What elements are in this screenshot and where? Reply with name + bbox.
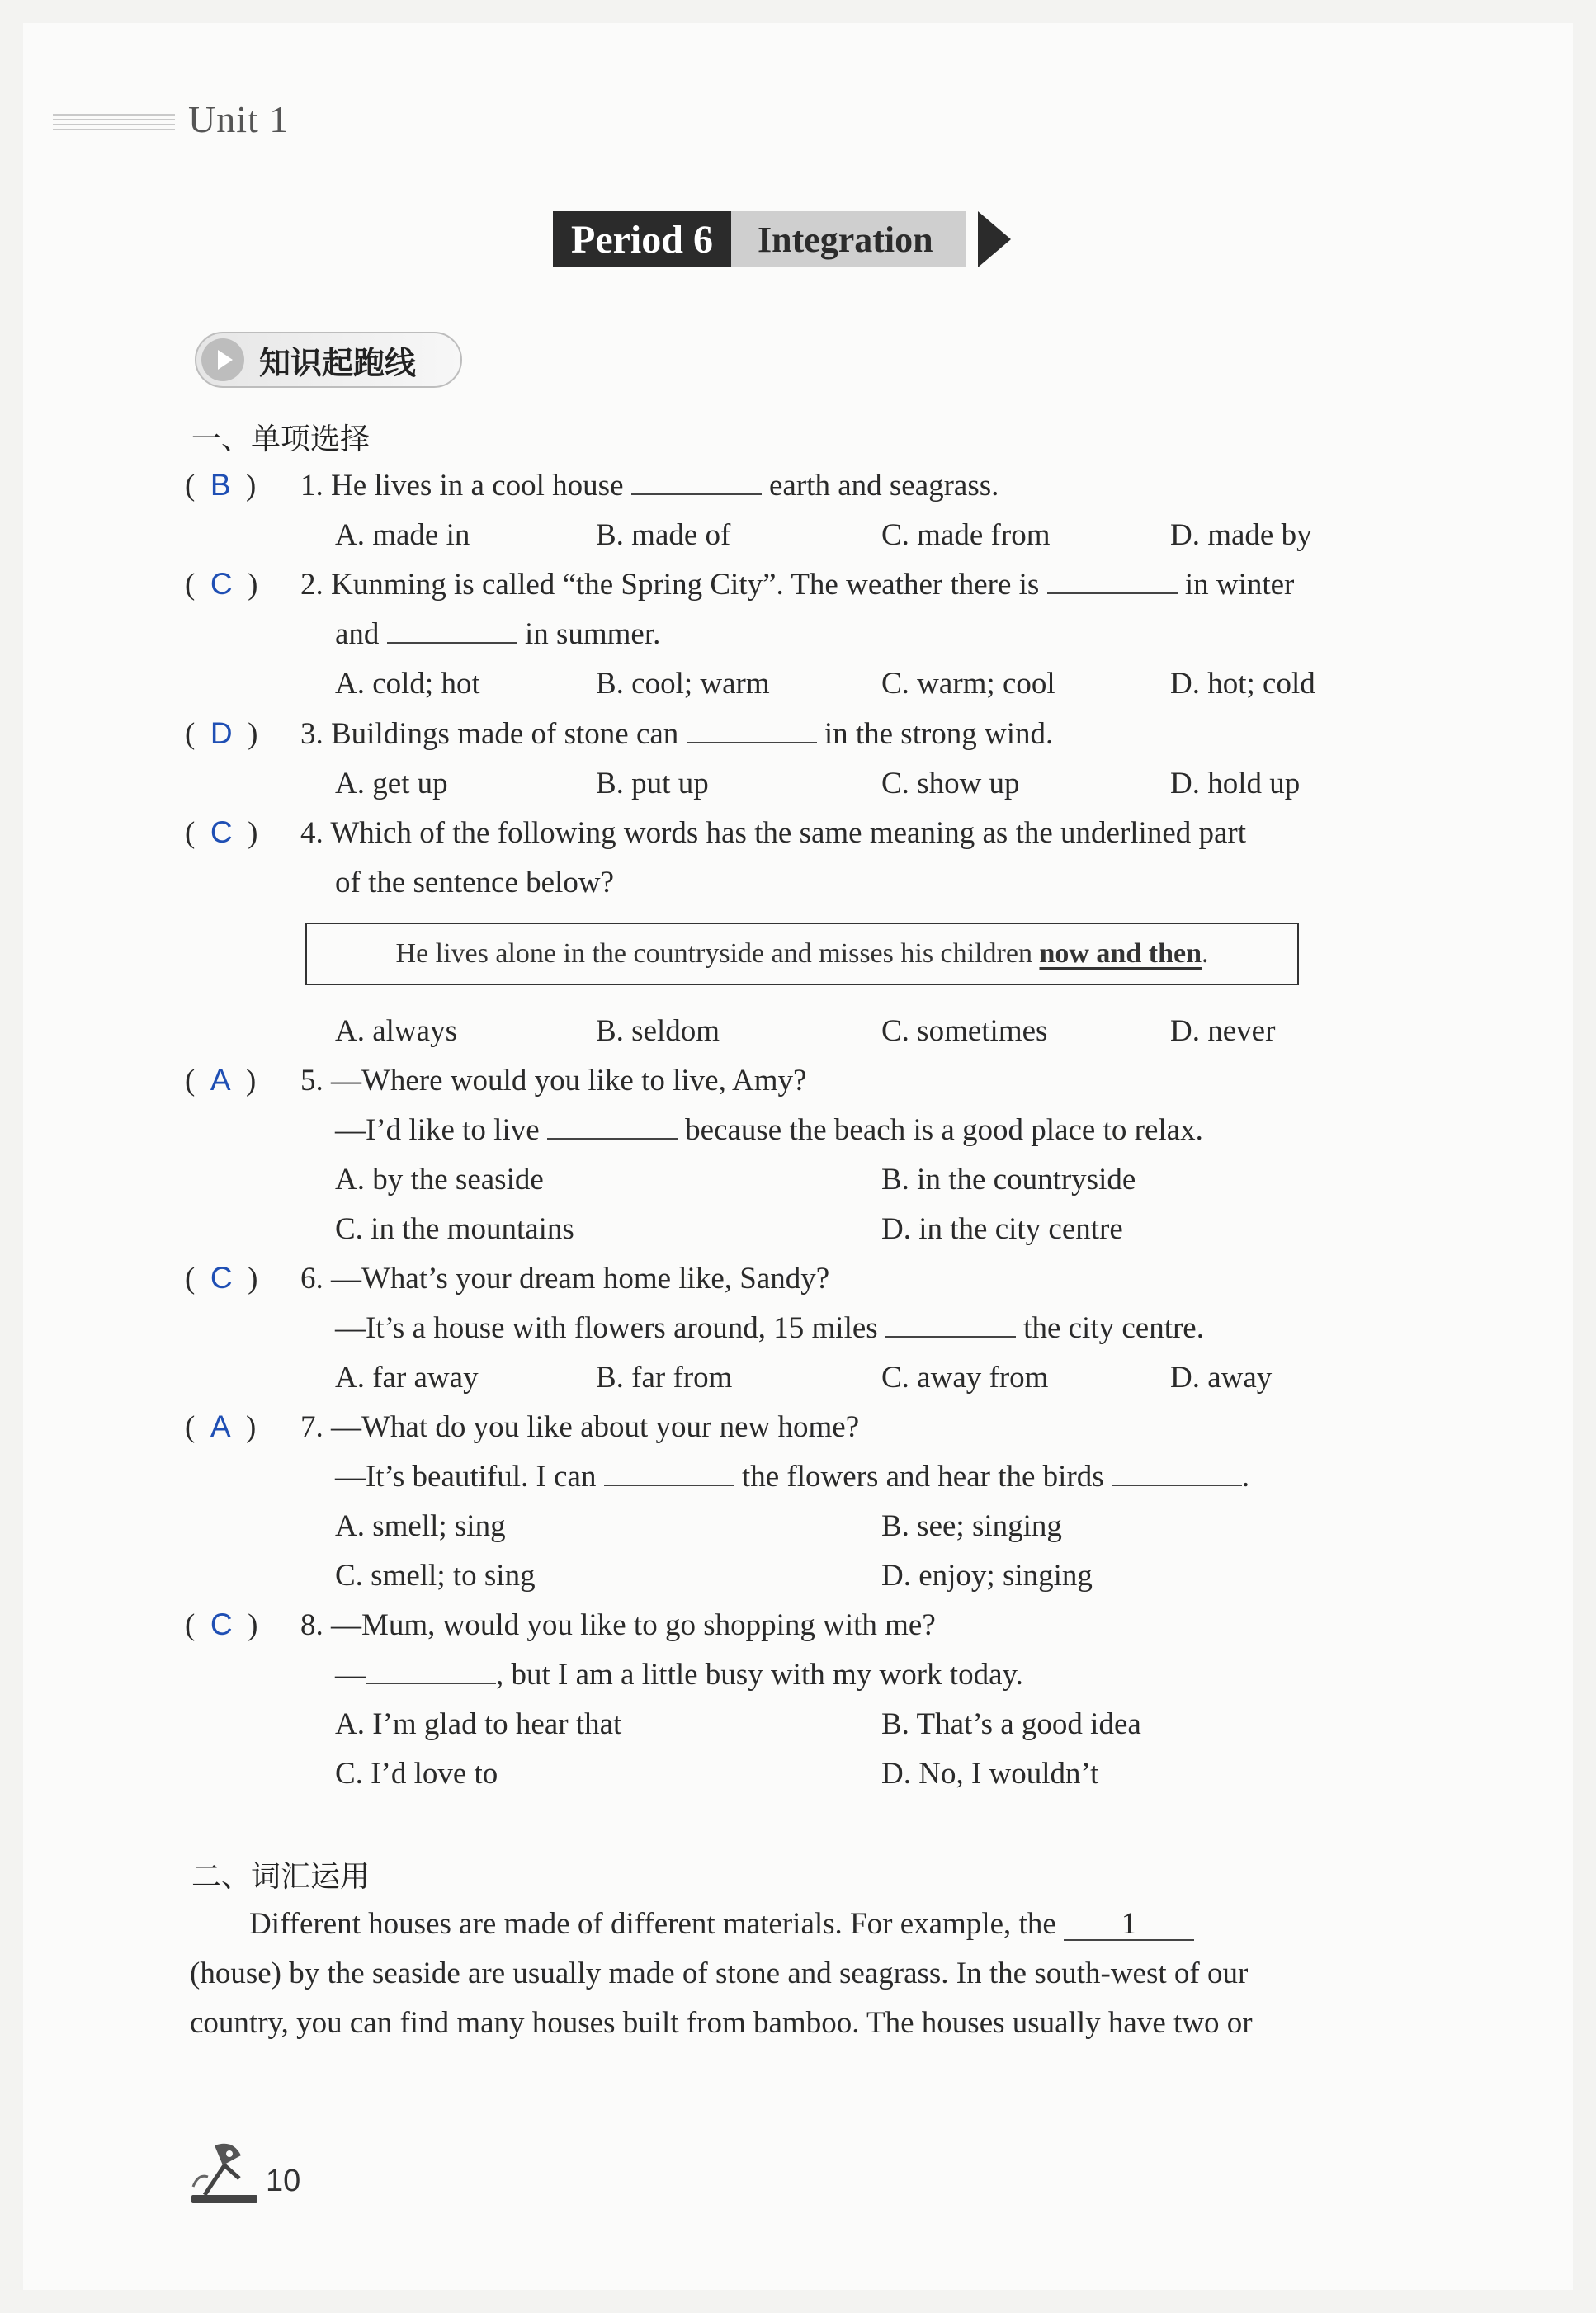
q3-stem: 3. Buildings made of stone can in the strong wind. [300, 717, 1054, 751]
blank [885, 1311, 1016, 1338]
q3-option-a: A. get up [335, 767, 448, 800]
q6-option-a: A. far away [335, 1361, 479, 1395]
q8-option-c: C. I’d love to [335, 1757, 498, 1791]
q7-stem-line1: 7. —What do you like about your new home? [300, 1410, 860, 1444]
answer-paren-7: ( A ) [185, 1409, 257, 1444]
blank [387, 617, 517, 644]
q7-option-a: A. smell; sing [335, 1509, 506, 1543]
period-topic: Integration [731, 211, 966, 267]
section-pill-label: 知识起跑线 [259, 344, 417, 381]
answer-paren-5: ( A ) [185, 1063, 257, 1097]
answer-paren-1: ( B ) [185, 468, 257, 503]
q2-option-c: C. warm; cool [881, 667, 1055, 701]
q2-option-d: D. hot; cold [1170, 667, 1315, 701]
answer-7: A [210, 1409, 231, 1443]
q7-option-d: D. enjoy; singing [881, 1559, 1093, 1593]
paragraph-line-3: country, you can find many houses built from bamboo. The houses usually have two or [190, 2006, 1253, 2040]
answer-paren-3: ( D ) [185, 716, 258, 751]
period-label: Period 6 [553, 211, 731, 267]
answer-3: D [210, 716, 233, 750]
part2-heading: 二、词汇运用 [191, 1860, 371, 1894]
q6-option-d: D. away [1170, 1361, 1273, 1395]
answer-paren-2: ( C ) [185, 567, 258, 602]
q3-option-b: B. put up [596, 767, 709, 800]
blank [687, 717, 817, 743]
q5-option-a: A. by the seaside [335, 1163, 544, 1197]
q7-option-b: B. see; singing [881, 1509, 1062, 1543]
q4-option-d: D. never [1170, 1014, 1276, 1048]
q3-option-c: C. show up [881, 767, 1020, 800]
paragraph-line-2: (house) by the seaside are usually made of stone and seagrass. In the south-west of our [190, 1957, 1249, 1990]
q8-stem-line1: 8. —Mum, would you like to go shopping with me? [300, 1608, 936, 1642]
answer-1: B [210, 468, 231, 502]
q4-option-b: B. seldom [596, 1014, 720, 1048]
q4-stem-line1: 4. Which of the following words has the same meaning as the underlined part [300, 816, 1247, 850]
q1-option-b: B. made of [596, 518, 731, 552]
unit-title: Unit 1 [188, 98, 290, 140]
q2-stem-line2: and in summer. [335, 617, 661, 651]
q8-option-a: A. I’m glad to hear that [335, 1707, 622, 1741]
q6-stem-line1: 6. —What’s your dream home like, Sandy? [300, 1262, 830, 1296]
q7-option-c: C. smell; to sing [335, 1559, 536, 1593]
answer-paren-6: ( C ) [185, 1261, 258, 1296]
paragraph-line-1: Different houses are made of different materials. For example, the 1 [249, 1906, 1194, 1942]
q8-option-d: D. No, I wouldn’t [881, 1757, 1099, 1791]
lamp-mascot-icon [187, 2137, 262, 2207]
answer-2: C [210, 567, 233, 601]
q1-stem: 1. He lives in a cool house earth and seagrass. [300, 469, 999, 503]
section-pill [195, 332, 462, 388]
blank [366, 1658, 496, 1684]
answer-5: A [210, 1063, 231, 1097]
q4-stem-line2: of the sentence below? [335, 866, 614, 899]
q4-option-c: C. sometimes [881, 1014, 1048, 1048]
answer-paren-8: ( C ) [185, 1607, 258, 1642]
arrow-right-icon [978, 211, 1011, 267]
q6-option-b: B. far from [596, 1361, 733, 1395]
answer-8: C [210, 1607, 233, 1641]
blank [547, 1113, 678, 1140]
q3-option-d: D. hold up [1170, 767, 1301, 800]
period-banner [553, 211, 1011, 267]
q5-stem-line1: 5. —Where would you like to live, Amy? [300, 1064, 807, 1097]
blank [604, 1460, 734, 1486]
q1-option-c: C. made from [881, 518, 1051, 552]
page-number: 10 [266, 2164, 301, 2198]
q4-sentence-box: He lives alone in the countryside and misses his children now and then . [305, 923, 1299, 985]
q1-option-a: A. made in [335, 518, 470, 552]
q2-stem-line1: 2. Kunming is called “the Spring City”. The weather there is in winter [300, 568, 1295, 602]
q8-option-b: B. That’s a good idea [881, 1707, 1141, 1741]
underlined-phrase: now and then [1039, 938, 1202, 969]
play-icon [201, 338, 244, 381]
header-decoration-lines [53, 114, 175, 132]
q5-option-b: B. in the countryside [881, 1163, 1136, 1197]
q2-option-a: A. cold; hot [335, 667, 480, 701]
answer-paren-4: ( C ) [185, 815, 258, 850]
q5-option-d: D. in the city centre [881, 1212, 1123, 1246]
blank [1047, 568, 1178, 594]
blank [1112, 1460, 1242, 1486]
q7-stem-line2: —It’s beautiful. I can the flowers and hear the birds . [335, 1460, 1250, 1494]
q6-option-c: C. away from [881, 1361, 1049, 1395]
q5-option-c: C. in the mountains [335, 1212, 574, 1246]
numbered-blank-1: 1 [1064, 1909, 1194, 1941]
q6-stem-line2: —It’s a house with flowers around, 15 miles the city centre. [335, 1311, 1204, 1345]
part1-heading: 一、单项选择 [191, 422, 371, 456]
q8-stem-line2: — , but I am a little busy with my work today. [335, 1658, 1023, 1692]
answer-6: C [210, 1261, 233, 1295]
blank [631, 469, 762, 495]
q4-option-a: A. always [335, 1014, 457, 1048]
q2-option-b: B. cool; warm [596, 667, 770, 701]
q1-option-d: D. made by [1170, 518, 1312, 552]
q5-stem-line2: —I’d like to live because the beach is a good place to relax. [335, 1113, 1203, 1147]
answer-4: C [210, 815, 233, 849]
